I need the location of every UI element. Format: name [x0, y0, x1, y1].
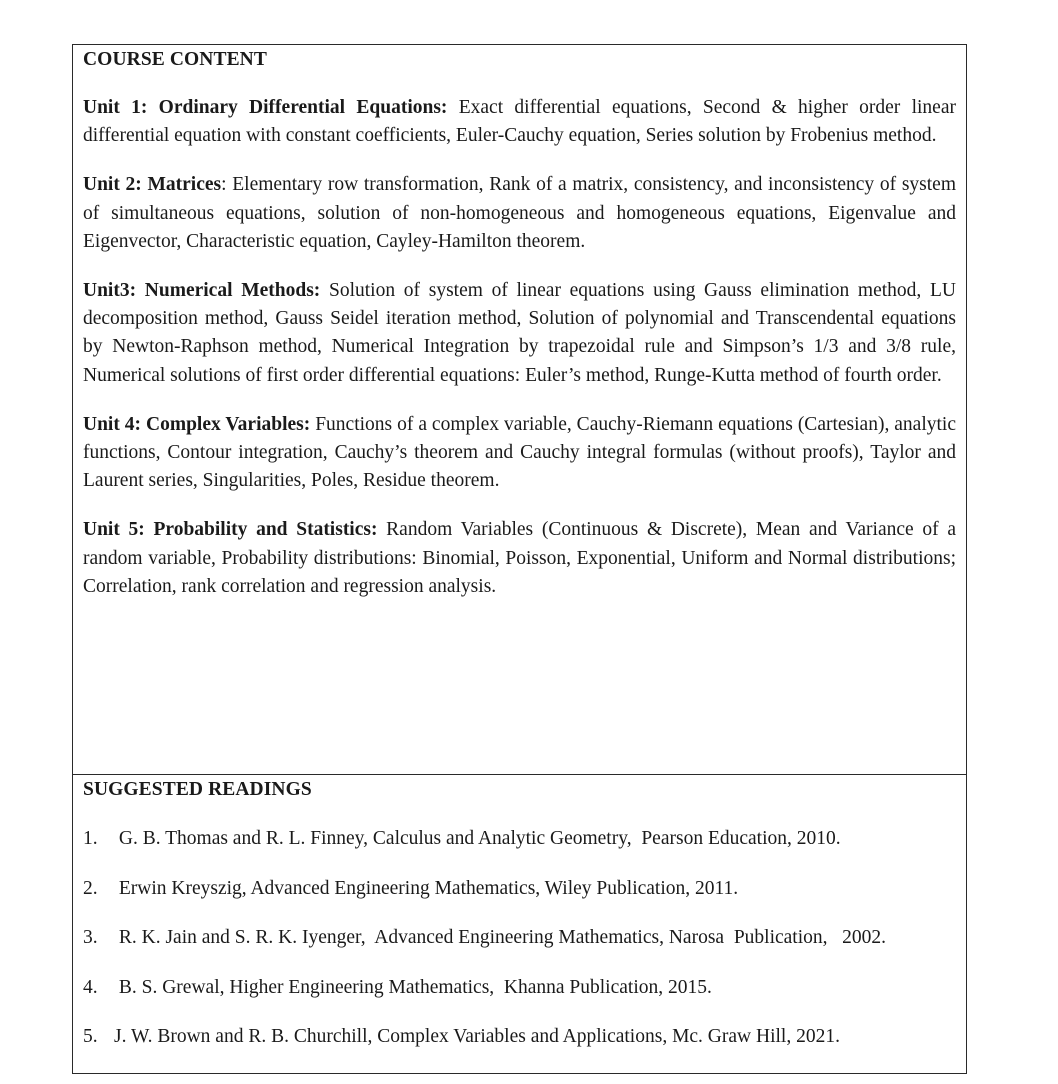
readings-list [83, 825, 956, 1051]
unit-3-body: Solution of system of linear equations using Gauss elimination method, LU decomposition method, Gauss Seidel iteration method, Solution of polynomial and Transcendental equations by Newton-Raphson method, Numerical Integration by trapezoidal rule and Simpson’s 1/3 and 3/8 rule, Numerical solutions of first order differential equations: Euler’s method, Runge-Kutta method of fourth order. [83, 280, 956, 386]
reading-text: R. K. Jain and S. R. K. Iyenger, Advanced Engineering Mathematics, Narosa Publication, 2002. [114, 927, 887, 948]
reading-number: 4. [83, 976, 98, 998]
reading-number: 5. [83, 1026, 98, 1047]
unit-3-paragraph [83, 277, 956, 390]
course-content-section [73, 45, 966, 775]
unit-5-paragraph [83, 516, 956, 601]
unit-1-paragraph [83, 94, 956, 150]
unit-2-title: Unit 2: Matrices [83, 174, 222, 196]
unit-1-body: Exact differential equations, Second & higher order linear differential equation with constant coefficients, Euler-Cauchy equation, Series solution by Frobenius method. [83, 97, 956, 147]
reading-number: 2. [83, 877, 98, 899]
reading-text: J. W. Brown and R. B. Churchill, Complex Variables and Applications, Mc. Graw Hill, 2021. [114, 1026, 840, 1047]
reading-item [83, 924, 956, 952]
syllabus-table [72, 44, 967, 1074]
unit-4-paragraph [83, 411, 956, 496]
reading-item [83, 875, 956, 903]
unit-5-title: Unit 5: Probability and Statistics: [83, 519, 378, 541]
unit-4-title: Unit 4: Complex Variables: [83, 413, 311, 435]
reading-number: 3. [83, 927, 98, 948]
unit-2-body: : Elementary row transformation, Rank of a matrix, consistency, and inconsistency of system of simultaneous equations, solution of non-homogeneous and homogeneous equations, Eigenvalue and Eigenvector, Characteristic equation, Cayley-Hamilton theorem. [83, 174, 957, 252]
suggested-readings-section [73, 775, 966, 1073]
unit-3-title: Unit3: Numerical Methods: [83, 280, 321, 302]
unit-5-body: Random Variables (Continuous & Discrete), Mean and Variance of a random variable, Probability distributions: Binomial, Poisson, Exponential, Uniform and Normal distributions; Correlation, rank correlation and regression analysis. [83, 519, 956, 597]
reading-text: G. B. Thomas and R. L. Finney, Calculus and Analytic Geometry, Pearson Education, 2010. [114, 828, 841, 849]
reading-text: B. S. Grewal, Higher Engineering Mathematics, Khanna Publication, 2015. [114, 976, 712, 998]
unit-2-paragraph [83, 171, 956, 256]
reading-number: 1. [83, 828, 98, 849]
reading-text: Erwin Kreyszig, Advanced Engineering Mathematics, Wiley Publication, 2011. [114, 877, 739, 899]
suggested-readings-heading: SUGGESTED READINGS [83, 779, 312, 800]
reading-item [83, 974, 956, 1002]
reading-item [83, 1023, 956, 1051]
reading-item [83, 825, 956, 853]
unit-4-body: Functions of a complex variable, Cauchy-Riemann equations (Cartesian), analytic functions, Contour integration, Cauchy’s theorem and Cauchy integral formulas (without proofs), Taylor and Laurent series, Singularities, Poles, Residue theorem. [83, 413, 956, 492]
unit-1-title: Unit 1: Ordinary Differential Equations: [83, 97, 448, 118]
course-content-heading: COURSE CONTENT [83, 49, 267, 70]
